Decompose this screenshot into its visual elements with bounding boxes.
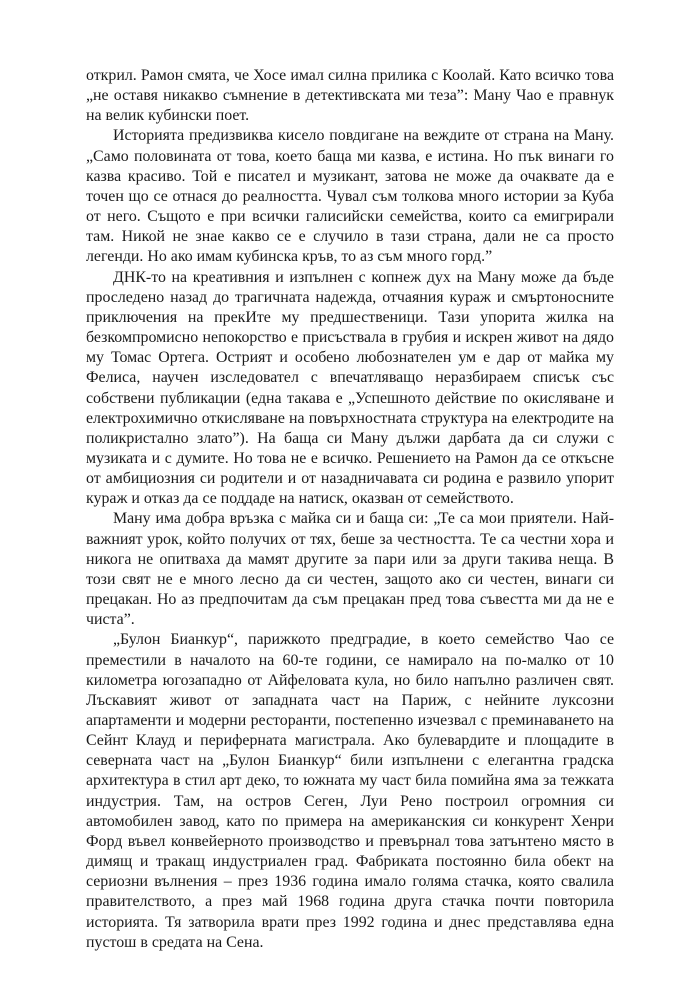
paragraph-story-reaction: Историята предизвиква кисело повдигане на веждите от страна на Ману. „Само половината от това, което баща ми казва, е истина. Но пък винаги го казва красиво. Той е писател и музикант, затова не може да очаквате да е точен що се отнася до реалността. Чувал съм толкова много истории за Куба от него. Същото е при всички галисийски семейства, които са емигрирали там. Никой не знае какво се е случило в тази страна, дали не са просто легенди. Но ако имам кубинска кръв, то аз съм много горд.”: [86, 127, 614, 266]
document-page: [86, 66, 614, 953]
paragraph-boulogne-billancourt: „Булон Бианкур“, парижкото предградие, в което семейство Чао се преместили в началото на 60-те години, се намирало на по-малко от 10 километра югозападно от Айфеловата кула, но било напълно различен свят. Лъскавият живот от западната част на Париж, с нейните луксозни апартаменти и модерни ресторанти, постепенно изчезвал с преминаването на Сейнт Клауд и периферната магистрала. Ако булевардите и площадите в северната част на „Булон Бианкур“ били изпълнени с елегантна градска архитектура в стил арт деко, то южната му част била помийна яма за тежката индустрия. Там, на остров Сеген, Луи Рено построил огромния си автомобилен завод, като по примера на американския си конкурент Хенри Форд въвел конвейерното производство и превърнал това затънтено място в димящ и тракащ индустриален град. Фабриката постоянно била обект на сериозни вълнения – през 1936 година имало голяма стачка, която свалила правителството, а през май 1968 година друга стачка почти повторила историята. Тя затворила врати през 1992 година и днес представлява една пустош в средата на Сена.: [86, 631, 614, 951]
paragraph-parents-honesty: Ману има добра връзка с майка си и баща си: „Те са мои приятели. Най-важният урок, който получих от тях, беше за честността. Те са честни хора и никога не опитваха да мамят другите за пари или за други такива неща. В този свят не е много лесно да си честен, защото ако си честен, винаги си прецакан. Но аз предпочитам да съм прецакан пред това съвестта ми да не е чиста”.: [86, 510, 614, 629]
paragraph-dna-heritage: ДНК-то на креативния и изпълнен с копнеж дух на Ману може да бъде проследено назад до трагичната надежда, отчаяния кураж и смъртоносните приключения на прекИте му предшественици. Тази упорита жилка на безкомпромисно непокорство е присъствала в грубия и искрен живот на дядо му Томас Ортега. Острият и особено любознателен ум е дар от майка му Фелиса, научен изследовател с впечатляващо неразбираем списък със собствени публикации (една такава е „Успешното действие по окисляване и електрохимично откисляване на повърхностната структура на електродите на поликристално злато”). На баща си Ману дължи дарбата да си служи с музиката и с думите. Но това не е всичко. Решението на Рамон да се откъсне от амбициозния си родители и от назадничавата си родина е развило упорит кураж и отказ да се поддаде на натиск, оказван от семейството.: [86, 268, 614, 508]
paragraph-continuation: открил. Рамон смята, че Хосе имал силна прилика с Коолай. Като всичко това „не оставя никакво съмнение в детективската ми теза”: Ману Чао е правнук на велик кубински поет.: [86, 67, 614, 125]
